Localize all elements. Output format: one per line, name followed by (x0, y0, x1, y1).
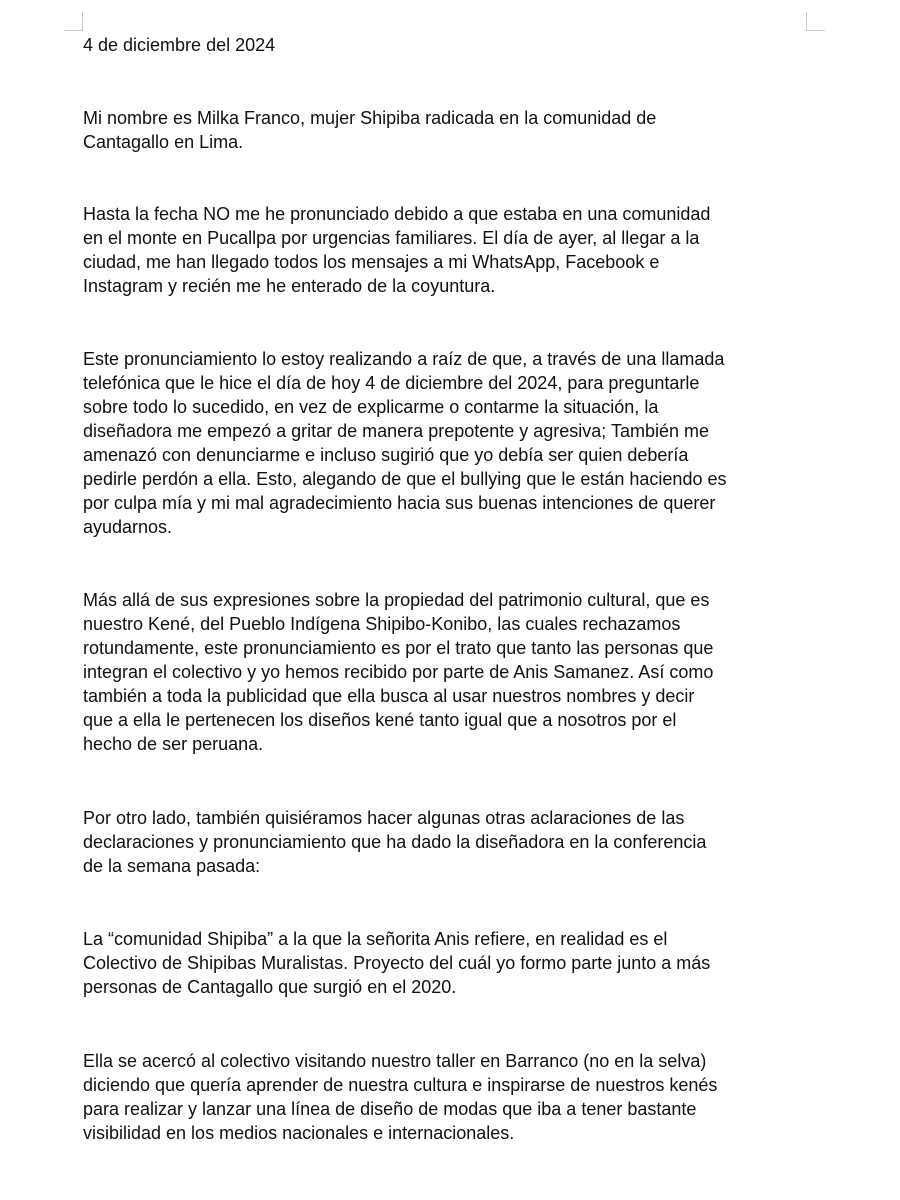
paragraph-phone-call: Este pronunciamiento lo estoy realizando a raíz de que, a través de una llamada telefónica que le hice el día de hoy 4 de diciembre del 2024, para preguntarle sobre todo lo sucedido, en vez de explicarme o contarme la situación, la diseñadora me empezó a gritar de manera prepotente y agresiva; También me amenazó con denunciarme e incluso sugirió que yo debía ser quien debería pedirle perdón a ella. Esto, alegando de que el bullying que le están haciendo es por culpa mía y mi mal agradecimiento hacia sus buenas intenciones de querer ayudarnos. (83, 349, 727, 537)
document-date: 4 de diciembre del 2024 (83, 35, 276, 55)
paragraph-context: Hasta la fecha NO me he pronunciado debido a que estaba en una comunidad en el monte en Pucallpa por urgencias familiares. El día de ayer, al llegar a la ciudad, me han llegado todos los mensajes a mi WhatsApp, Facebook e Instagram y recién me he enterado de la coyuntura. (83, 204, 711, 296)
page-corner-mark-left (64, 12, 83, 31)
paragraph-barranco-visit: Ella se acercó al colectivo visitando nuestro taller en Barranco (no en la selva) diciendo que quería aprender de nuestra cultura e inspirarse de nuestros kenés para realizar y lanzar una línea de diseño de modas que iba a tener bastante visibilidad en los medios nacionales e internacionales. (83, 1051, 718, 1143)
document-body (83, 33, 843, 1145)
paragraph-introduction: Mi nombre es Milka Franco, mujer Shipiba radicada en la comunidad de Cantagallo en Lima. (83, 108, 657, 152)
paragraph-clarifications: Por otro lado, también quisiéramos hacer algunas otras aclaraciones de las declaraciones y pronunciamiento que ha dado la diseñadora en la conferencia de la semana pasada: (83, 808, 707, 876)
paragraph-collective: La “comunidad Shipiba” a la que la señorita Anis refiere, en realidad es el Colectivo de Shipibas Muralistas. Proyecto del cuál yo formo parte junto a más personas de Cantagallo que surgió en el 2020. (83, 929, 711, 997)
page-corner-mark-right (806, 12, 825, 31)
paragraph-cultural-heritage: Más allá de sus expresiones sobre la propiedad del patrimonio cultural, que es nuestro Kené, del Pueblo Indígena Shipibo-Konibo, las cuales rechazamos rotundamente, este pronunciamiento es por el trato que tanto las personas que integran el colectivo y yo hemos recibido por parte de Anis Samanez. Así como también a toda la publicidad que ella busca al usar nuestros nombres y decir que a ella le pertenecen los diseños kené tanto igual que a nosotros por el hecho de ser peruana. (83, 590, 714, 754)
